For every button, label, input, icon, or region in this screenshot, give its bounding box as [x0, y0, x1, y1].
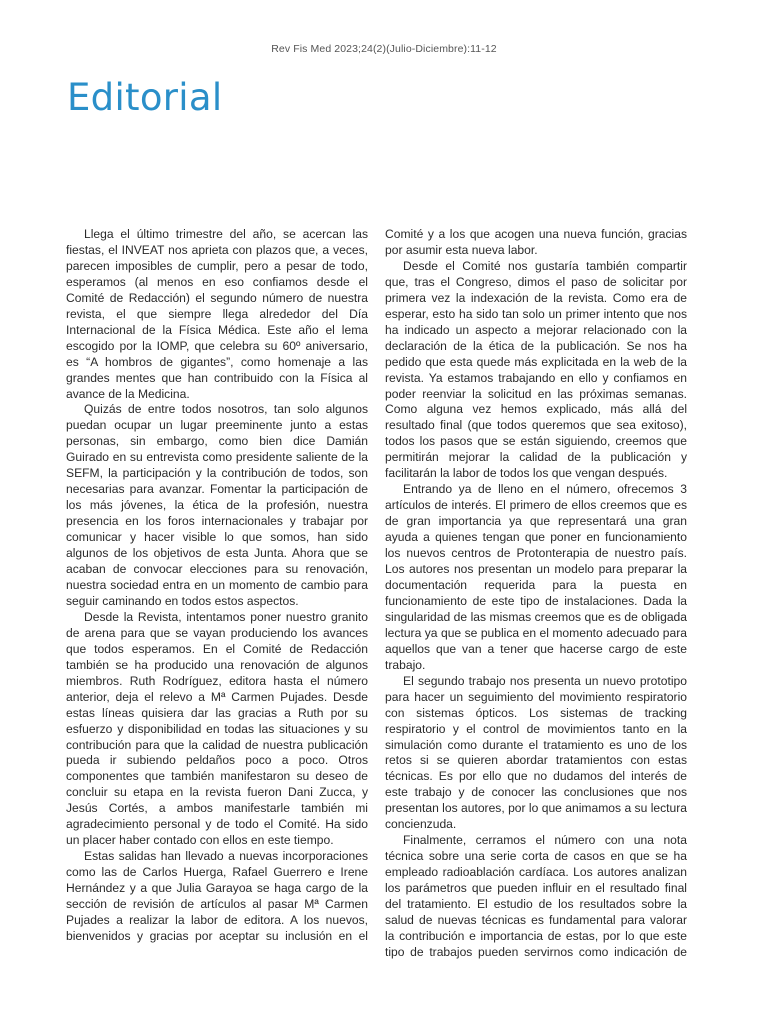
right-column: [385, 227, 687, 961]
paragraph: Llega el último trimestre del año, se acercan las fiestas, el INVEAT nos aprieta con plazos que, a veces, parecen imposibles de cumplir, pero a pesar de todo, esperamos (al menos en eso confiamos desde el Comité de Redacción) el segundo número de nuestra revista, el que siempre llega alrededor del Día Internacional de la Física Médica. Este año el lema escogido por la IOMP, que celebra su 60º aniversario, es “A hombros de gigantes”, como homenaje a las grandes mentes que han contribuido con la Física al avance de la Medicina.: [66, 227, 368, 401]
paragraph: Quizás de entre todos nosotros, tan solo algunos puedan ocupar un lugar preeminente junto a estas personas, sin embargo, como bien dice Damián Guirado en su entrevista como presidente saliente de la SEFM, la participación y la contribución de todos, son necesarias para avanzar. Fomentar la participación de los más jóvenes, la ética de la profesión, nuestra presencia en los foros internacionales y trabajar por comunicar y hacer visible lo que somos, han sido algunos de los objetivos de esta Junta. Ahora que se acaban de convocar elecciones para su renovación, nuestra sociedad entra en un momento de cambio para seguir caminando en todos estos aspectos.: [66, 402, 368, 608]
paragraph: Finalmente, cerramos el número con una nota técnica sobre una serie corta de casos en que se ha empleado radioablación cardíaca. Los autores analizan los parámetros que pueden influir en el resultado final del tratamiento. El estudio de los resultados sobre la salud de nuevas técnicas es fundamental para valorar la contribución e importancia de estas, por lo que este tipo de trabajos pueden servirnos como indicación de: [385, 833, 687, 959]
journal-citation: Rev Fis Med 2023;24(2)(Julio-Diciembre):11-12: [271, 43, 497, 55]
paragraph: El segundo trabajo nos presenta un nuevo prototipo para hacer un seguimiento del movimiento respiratorio con sistemas ópticos. Los sistemas de tracking respiratorio y el control de movimientos tanto en la simulación como durante el tratamiento es uno de los retos si se quieren abordar tratamientos con estas técnicas. Es por ello que no dudamos del interés de este trabajo y de conocer las conclusiones que nos presentan los autores, por lo que animamos a su lectura concienzuda.: [385, 673, 687, 832]
left-column: [66, 227, 368, 945]
paragraph: Entrando ya de lleno en el número, ofrecemos 3 artículos de interés. El primero de ellos creemos que es de gran importancia ya que representará una gran ayuda a quienes tengan que poner en funcionamiento los nuevos centros de Protonterapia de nuestro país. Los autores nos presentan un modelo para preparar la documentación requerida para la puesta en funcionamiento de este tipo de instalaciones. Dada la singularidad de las mismas creemos que es de obligada lectura ya que se publica en el momento adecuado para aquellos que van a tener que hacerse cargo de este trabajo.: [385, 482, 687, 672]
paragraph: Estas salidas han llevado a nuevas incorporaciones como las de Carlos Huerga, Rafael Guerrero e Irene Hernández y a que Julia Garayoa se haga cargo de la sección de revisión de artículos al pasar Mª Carmen Pujades a realizar la labor de editora. A los nuevos, bienvenidos y gracias por aceptar su inclusión en el: [66, 849, 368, 943]
section-title: Editorial: [67, 76, 223, 119]
paragraph: Desde el Comité nos gustaría también compartir que, tras el Congreso, dimos el paso de solicitar por primera vez la indexación de la revista. Como era de esperar, esto ha sido tan solo un primer intento que nos ha indicado un aspecto a mejorar relacionado con la declaración de la ética de la publicación. Se nos ha pedido que esta quede más explicitada en la web de la revista. Ya estamos trabajando en ello y confiamos en poder reenviar la solicitud en las próximas semanas. Como alguna vez hemos explicado, más allá del resultado final (que todos queremos que sea exitoso), todos los pasos que se están siguiendo, creemos que permitirán mejorar la calidad de la publicación y facilitarán la labor de todos los que vengan después.: [385, 258, 687, 481]
paragraph: Comité y a los que acogen una nueva función, gracias por asumir esta nueva labor.: [385, 227, 687, 257]
paragraph: Desde la Revista, intentamos poner nuestro granito de arena para que se vayan produciendo los avances que todos esperamos. En el Comité de Redacción también se ha producido una renovación de algunos miembros. Ruth Rodríguez, editora hasta el número anterior, deja el relevo a Mª Carmen Pujades. Desde estas líneas quisiera dar las gracias a Ruth por su esfuerzo y disponibilidad en todas las situaciones y su contribución para que la calidad de nuestra publicación pueda ir subiendo peldaños poco a poco. Otros componentes que también manifestaron su deseo de concluir su etapa en la revista fueron Dani Zucca, y Jesús Cortés, a ambos manifestarle también mi agradecimiento personal y de todo el Comité. Ha sido un placer haber contado con ellos en este tiempo.: [66, 609, 368, 848]
